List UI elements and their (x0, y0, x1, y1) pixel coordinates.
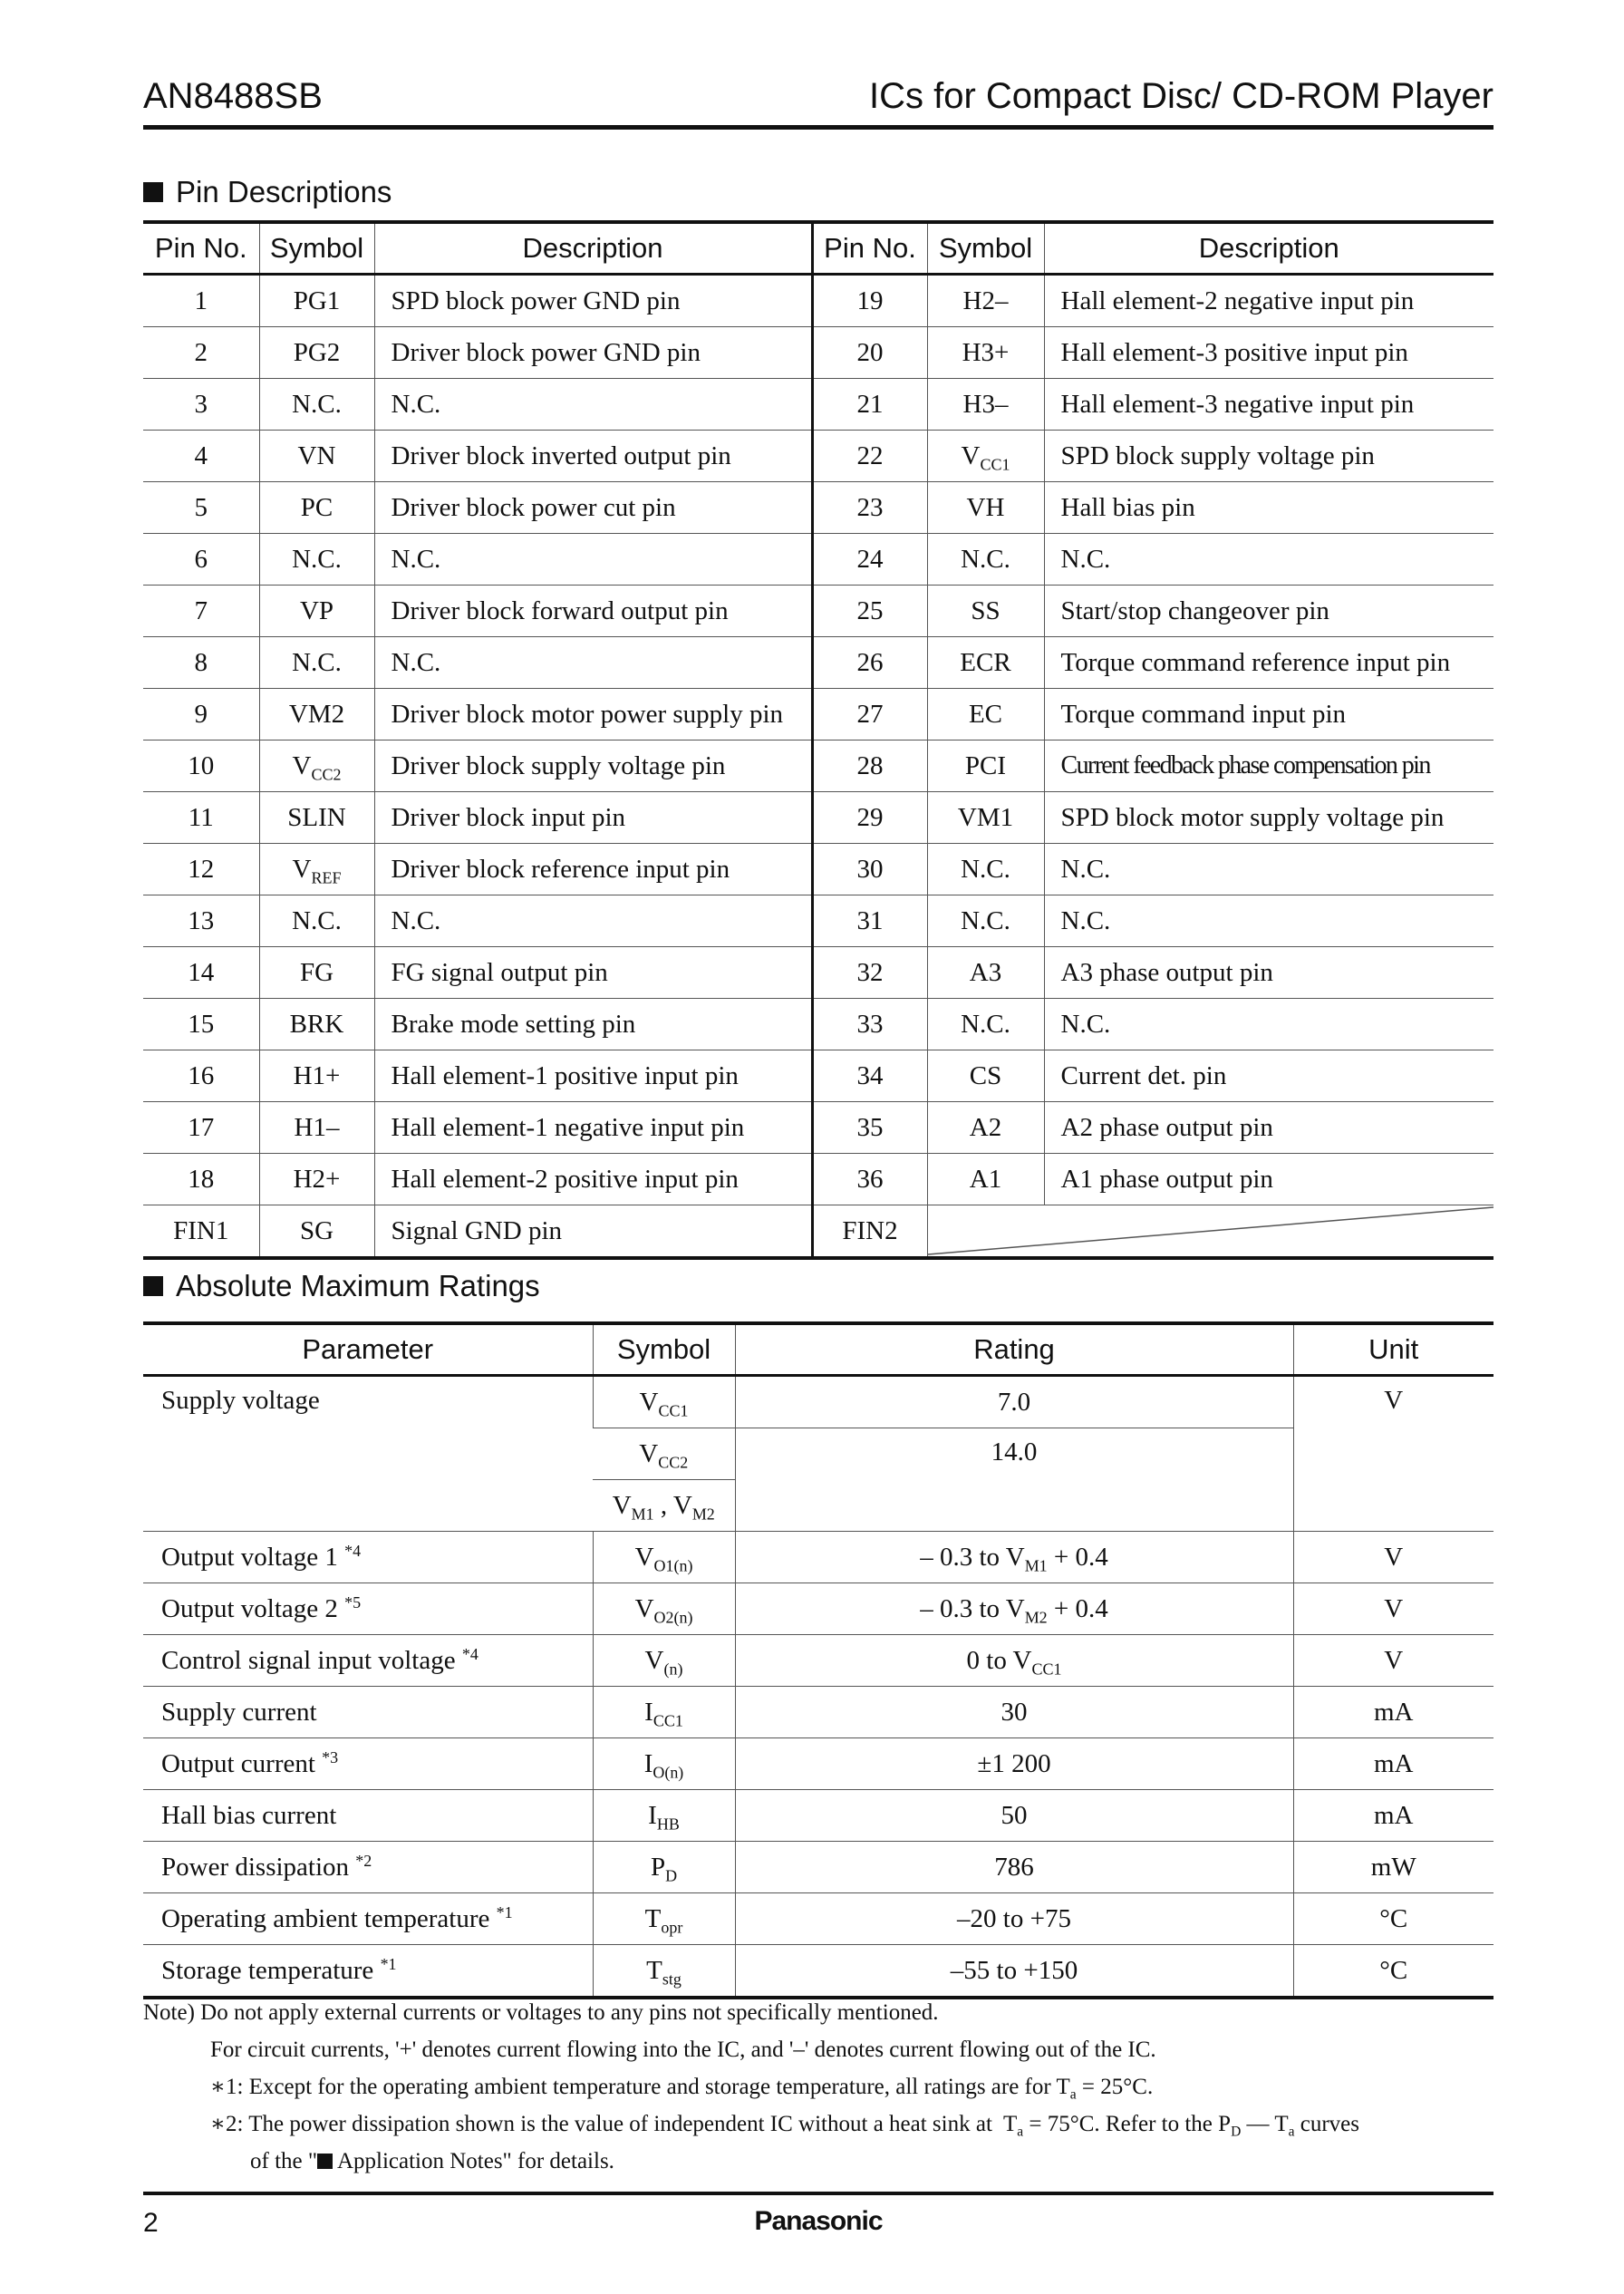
table-row (143, 1738, 1494, 1790)
pin-symbol: SG (259, 1205, 374, 1259)
page-footer (143, 2192, 1494, 2250)
pin-number: 7 (143, 586, 259, 637)
pin-number: 5 (143, 482, 259, 534)
table-row (143, 482, 1494, 534)
pin-description: A1 phase output pin (1044, 1154, 1494, 1205)
pin-description: Hall element-3 negative input pin (1044, 379, 1494, 431)
pin-symbol: BRK (259, 999, 374, 1050)
part-number: AN8488SB (143, 76, 323, 116)
pin-symbol: N.C. (927, 999, 1044, 1050)
pin-description: N.C. (1044, 844, 1494, 895)
pin-symbol: $V_{CC1}$ (927, 431, 1044, 482)
square-bullet-icon (317, 2154, 333, 2169)
table-row (143, 275, 1494, 327)
pin-number: FIN2 (812, 1205, 927, 1259)
pin-number: 17 (143, 1102, 259, 1154)
square-bullet-icon (143, 1276, 163, 1296)
rating-cell: – 0.3 to $V_{M1} + 0.4$ (735, 1532, 1293, 1583)
pin-symbol: N.C. (259, 637, 374, 689)
brand-logo: Panasonic (754, 2206, 883, 2236)
param-cell: Supply current (143, 1687, 593, 1738)
pin-description: Driver block inverted output pin (374, 431, 812, 482)
table-row (143, 999, 1494, 1050)
pin-symbol: VM1 (927, 792, 1044, 844)
pin-symbol: H3– (927, 379, 1044, 431)
symbol-cell: $V_{M1}$ , $V_{M2}$ (593, 1480, 735, 1532)
pin-description: SPD block supply voltage pin (1044, 431, 1494, 482)
table-row (143, 844, 1494, 895)
pin-symbol: N.C. (259, 895, 374, 947)
pin-symbol: SS (927, 586, 1044, 637)
symbol-cell: $V_{(n)}$ (593, 1635, 735, 1687)
pin-symbol: VN (259, 431, 374, 482)
rating-cell: –20 to +75 (735, 1893, 1293, 1945)
col-header: Symbol (593, 1323, 735, 1376)
param-cell: Power dissipation $^{*2}$ (143, 1842, 593, 1893)
rating-cell: 30 (735, 1687, 1293, 1738)
unit-cell: V (1293, 1583, 1494, 1635)
rating-cell: 14.0 (735, 1428, 1293, 1532)
pin-symbol: PC (259, 482, 374, 534)
symbol-cell: $V_{O2(n)}$ (593, 1583, 735, 1635)
table-row (143, 1790, 1494, 1842)
pin-number: 29 (812, 792, 927, 844)
pin-symbol: CS (927, 1050, 1044, 1102)
pin-number: 28 (812, 740, 927, 792)
note-line: ∗2: The power dissipation shown is the value of independent IC without a heat sink at $T_a = 75^\circ C$. Refer to the $P_D$ — $T_a$ curves (210, 2112, 1359, 2140)
table-row (143, 740, 1494, 792)
pin-symbol: VH (927, 482, 1044, 534)
pin-number: 24 (812, 534, 927, 586)
pin-number: 30 (812, 844, 927, 895)
pin-number: 1 (143, 275, 259, 327)
pin-symbol: PCI (927, 740, 1044, 792)
param-cell: Output voltage 1 $^{*4}$ (143, 1532, 593, 1583)
param-cell: Hall bias current (143, 1790, 593, 1842)
note-line: ∗1: Except for the operating ambient temperature and storage temperature, all ratings are for $T_a = 25^\circ C$. (210, 2075, 1154, 2103)
pin-symbol: $V_{CC2}$ (259, 740, 374, 792)
pin-description: FG signal output pin (374, 947, 812, 999)
pin-number: 22 (812, 431, 927, 482)
unit-cell: mW (1293, 1842, 1494, 1893)
pin-number: 36 (812, 1154, 927, 1205)
pin-symbol: N.C. (927, 895, 1044, 947)
rating-cell: 50 (735, 1790, 1293, 1842)
pin-number: 20 (812, 327, 927, 379)
pin-symbol: H1+ (259, 1050, 374, 1102)
pin-description: Brake mode setting pin (374, 999, 812, 1050)
table-row (143, 1376, 1494, 1428)
pin-descriptions-table (143, 220, 1494, 1260)
pin-description: SPD block power GND pin (374, 275, 812, 327)
pin-symbol: VP (259, 586, 374, 637)
note-line: Note) Do not apply external currents or voltages to any pins not specifically mentioned. (143, 2000, 939, 2025)
pin-symbol: H2– (927, 275, 1044, 327)
pin-number: 33 (812, 999, 927, 1050)
unit-cell: mA (1293, 1738, 1494, 1790)
symbol-cell: $I_{HB}$ (593, 1790, 735, 1842)
pin-symbol: N.C. (259, 379, 374, 431)
param-cell: Storage temperature $^{*1}$ (143, 1945, 593, 1999)
pin-description: SPD block motor supply voltage pin (1044, 792, 1494, 844)
pin-description: N.C. (374, 534, 812, 586)
pin-number: 6 (143, 534, 259, 586)
table-row (143, 792, 1494, 844)
pin-number: 21 (812, 379, 927, 431)
pin-table-header (143, 222, 1494, 275)
pin-number: 10 (143, 740, 259, 792)
pin-number: 2 (143, 327, 259, 379)
pin-symbol: $V_{REF}$ (259, 844, 374, 895)
unit-cell: °C (1293, 1945, 1494, 1999)
pin-number: 11 (143, 792, 259, 844)
table-row (143, 379, 1494, 431)
document-category: ICs for Compact Disc/ CD-ROM Player (869, 76, 1494, 116)
pin-description: Driver block supply voltage pin (374, 740, 812, 792)
pin-number: 18 (143, 1154, 259, 1205)
param-cell: Control signal input voltage $^{*4}$ (143, 1635, 593, 1687)
pin-symbol: A3 (927, 947, 1044, 999)
col-header: Pin No. (812, 222, 927, 275)
table-row (143, 1635, 1494, 1687)
pin-number: 34 (812, 1050, 927, 1102)
pin-description: Driver block forward output pin (374, 586, 812, 637)
symbol-cell: $I_{O(n)}$ (593, 1738, 735, 1790)
symbol-cell: $V_{CC2}$ (593, 1428, 735, 1480)
pin-descriptions-heading: Pin Descriptions (143, 175, 392, 209)
symbol-cell: $T_{opr}$ (593, 1893, 735, 1945)
pin-description: Torque command reference input pin (1044, 637, 1494, 689)
pin-symbol: SLIN (259, 792, 374, 844)
table-row (143, 586, 1494, 637)
symbol-cell: $V_{CC1}$ (593, 1376, 735, 1428)
pin-number: 3 (143, 379, 259, 431)
pin-symbol: N.C. (927, 844, 1044, 895)
pin-number: 9 (143, 689, 259, 740)
pin-symbol: A1 (927, 1154, 1044, 1205)
pin-description: Current feedback phase compensation pin (1044, 740, 1494, 792)
pin-description: N.C. (1044, 895, 1494, 947)
pin-description: Signal GND pin (374, 1205, 812, 1259)
pin-description: Driver block input pin (374, 792, 812, 844)
pin-symbol: H3+ (927, 327, 1044, 379)
symbol-cell: $V_{O1(n)}$ (593, 1532, 735, 1583)
pin-symbol: PG1 (259, 275, 374, 327)
pin-description: Driver block reference input pin (374, 844, 812, 895)
pin-number: 15 (143, 999, 259, 1050)
pin-number: 4 (143, 431, 259, 482)
rating-cell: ±1 200 (735, 1738, 1293, 1790)
pin-description: Hall element-2 positive input pin (374, 1154, 812, 1205)
unit-cell: °C (1293, 1893, 1494, 1945)
pin-symbol: FG (259, 947, 374, 999)
square-bullet-icon (143, 182, 163, 202)
symbol-cell: $P_D$ (593, 1842, 735, 1893)
pin-description: Hall element-1 negative input pin (374, 1102, 812, 1154)
col-header: Parameter (143, 1323, 593, 1376)
pin-number: 25 (812, 586, 927, 637)
col-header: Rating (735, 1323, 1293, 1376)
pin-description: Driver block motor power supply pin (374, 689, 812, 740)
pin-number: 13 (143, 895, 259, 947)
unit-cell: V (1293, 1376, 1494, 1532)
col-header: Description (1044, 222, 1494, 275)
note-line: For circuit currents, '+' denotes current flowing into the IC, and '–' denotes current flowing out of the IC. (210, 2037, 1156, 2062)
pin-description: Hall bias pin (1044, 482, 1494, 534)
pin-symbol: N.C. (927, 534, 1044, 586)
unit-cell: V (1293, 1635, 1494, 1687)
pin-number: 14 (143, 947, 259, 999)
page-header (143, 71, 1494, 130)
table-row (143, 1583, 1494, 1635)
absolute-maximum-ratings-table (143, 1321, 1494, 1999)
table-row (143, 1532, 1494, 1583)
pin-description: A3 phase output pin (1044, 947, 1494, 999)
pin-number: FIN1 (143, 1205, 259, 1259)
col-header: Unit (1293, 1323, 1494, 1376)
col-header: Pin No. (143, 222, 259, 275)
pin-symbol: ECR (927, 637, 1044, 689)
pin-description: N.C. (1044, 534, 1494, 586)
pin-description: Driver block power GND pin (374, 327, 812, 379)
ratings-table-header (143, 1323, 1494, 1376)
absolute-maximum-ratings-heading: Absolute Maximum Ratings (143, 1269, 540, 1303)
pin-number: 35 (812, 1102, 927, 1154)
rating-cell: 7.0 (735, 1376, 1293, 1428)
unit-cell: mA (1293, 1790, 1494, 1842)
pin-symbol: PG2 (259, 327, 374, 379)
pin-number: 27 (812, 689, 927, 740)
table-row (143, 1205, 1494, 1259)
pin-symbol: N.C. (259, 534, 374, 586)
pin-description: Current det. pin (1044, 1050, 1494, 1102)
unit-cell: V (1293, 1532, 1494, 1583)
col-header: Symbol (259, 222, 374, 275)
symbol-cell: $I_{CC1}$ (593, 1687, 735, 1738)
param-cell: Supply voltage (143, 1376, 593, 1532)
rating-cell: 0 to $V_{CC1}$ (735, 1635, 1293, 1687)
diagonal-line (928, 1205, 1494, 1256)
table-row (143, 327, 1494, 379)
param-cell: Output voltage 2 $^{*5}$ (143, 1583, 593, 1635)
pin-number: 32 (812, 947, 927, 999)
col-header: Symbol (927, 222, 1044, 275)
pin-description: Hall element-2 negative input pin (1044, 275, 1494, 327)
table-row (143, 1687, 1494, 1738)
table-row (143, 1893, 1494, 1945)
unit-cell: mA (1293, 1687, 1494, 1738)
pin-number: 12 (143, 844, 259, 895)
blank-cell (927, 1205, 1494, 1259)
table-row (143, 1945, 1494, 1999)
pin-symbol: EC (927, 689, 1044, 740)
pin-description: Start/stop changeover pin (1044, 586, 1494, 637)
pin-description: N.C. (1044, 999, 1494, 1050)
pin-description: A2 phase output pin (1044, 1102, 1494, 1154)
table-row (143, 1102, 1494, 1154)
rating-cell: 786 (735, 1842, 1293, 1893)
table-row (143, 1050, 1494, 1102)
pin-number: 19 (812, 275, 927, 327)
pin-number: 31 (812, 895, 927, 947)
table-row (143, 1842, 1494, 1893)
pin-symbol: H2+ (259, 1154, 374, 1205)
table-row (143, 895, 1494, 947)
note-line: of the " Application Notes" for details. (250, 2149, 614, 2173)
rating-cell: – 0.3 to $V_{M2} + 0.4$ (735, 1583, 1293, 1635)
pin-description: Driver block power cut pin (374, 482, 812, 534)
table-row (143, 431, 1494, 482)
table-row (143, 534, 1494, 586)
param-cell: Operating ambient temperature $^{*1}$ (143, 1893, 593, 1945)
pin-description: Hall element-3 positive input pin (1044, 327, 1494, 379)
pin-number: 16 (143, 1050, 259, 1102)
pin-description: Hall element-1 positive input pin (374, 1050, 812, 1102)
pin-description: Torque command input pin (1044, 689, 1494, 740)
symbol-cell: $T_{stg}$ (593, 1945, 735, 1999)
pin-number: 26 (812, 637, 927, 689)
table-row (143, 1154, 1494, 1205)
rating-cell: –55 to +150 (735, 1945, 1293, 1999)
pin-symbol: VM2 (259, 689, 374, 740)
pin-symbol: A2 (927, 1102, 1044, 1154)
param-cell: Output current $^{*3}$ (143, 1738, 593, 1790)
table-row (143, 947, 1494, 999)
table-row (143, 689, 1494, 740)
pin-number: 8 (143, 637, 259, 689)
table-row (143, 637, 1494, 689)
page-number: 2 (143, 2208, 159, 2238)
pin-description: N.C. (374, 895, 812, 947)
pin-description: N.C. (374, 637, 812, 689)
notes (143, 1994, 1494, 2180)
col-header: Description (374, 222, 812, 275)
pin-symbol: H1– (259, 1102, 374, 1154)
pin-description: N.C. (374, 379, 812, 431)
pin-number: 23 (812, 482, 927, 534)
